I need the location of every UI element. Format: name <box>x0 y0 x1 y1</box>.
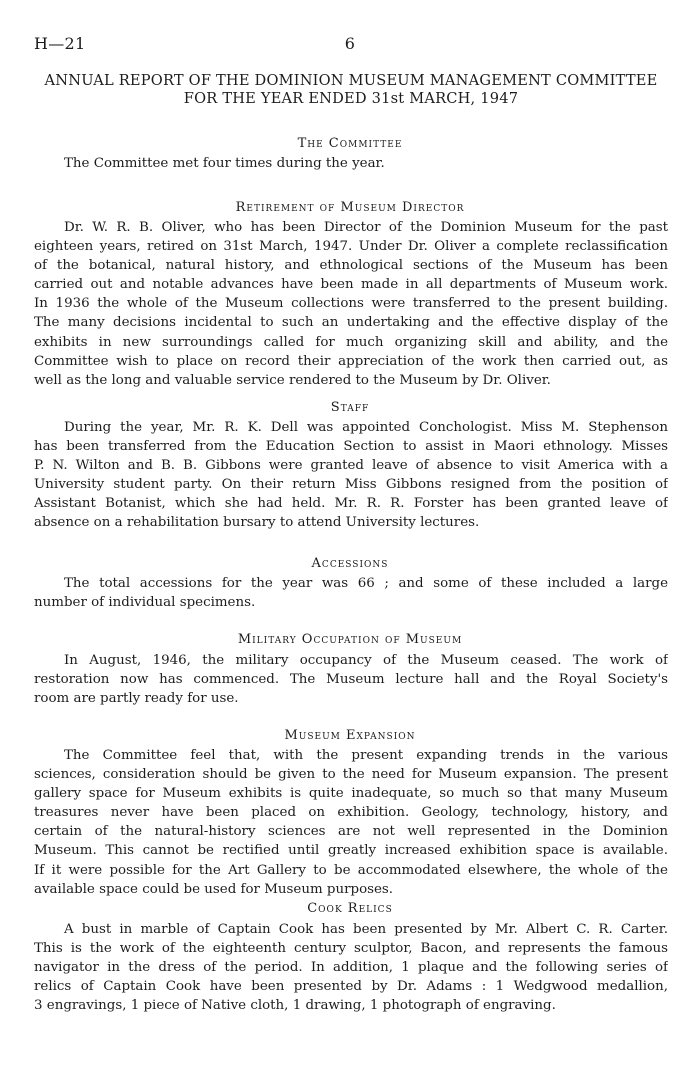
text-line: carried out and notable advances have been made in all departments of Museum work. <box>34 277 668 293</box>
heading-military-occupation: Military Occupation of Museum <box>237 632 463 647</box>
heading-museum-expansion: Museum Expansion <box>284 728 416 743</box>
text-line: The many decisions incidental to such an undertaking and the effective display of the <box>34 315 668 331</box>
text-line: gallery space for Museum exhibits is quite inadequate, so much so that many Museum <box>34 786 668 802</box>
paragraph-retirement <box>34 218 668 390</box>
text-line: certain of the natural-history sciences are not well represented in the Dominion <box>34 824 668 840</box>
report-title <box>30 72 672 108</box>
text-line: Assistant Botanist, which she had held. Mr. R. R. Forster has been granted leave of <box>34 496 668 512</box>
paragraph-museum-expansion <box>34 746 668 899</box>
report-title-line-2: FOR THE YEAR ENDED 31st MARCH, 1947 <box>183 90 519 107</box>
document-code: H—21 <box>34 34 86 53</box>
text-line: number of individual specimens. <box>34 595 256 611</box>
text-line: relics of Captain Cook have been presented by Dr. Adams : 1 Wedgwood medallion, <box>34 979 668 995</box>
text-line: In 1936 the whole of the Museum collections were transferred to the present building. <box>34 296 668 312</box>
text-line: Museum. This cannot be rectified until greatly increased exhibition space is available. <box>34 843 668 859</box>
text-line: This is the work of the eighteenth century sculptor, Bacon, and represents the famous <box>34 941 668 957</box>
text-line: The Committee met four times during the year. <box>64 156 385 171</box>
heading-cook-relics: Cook Relics <box>307 901 393 916</box>
text-line: The total accessions for the year was 66 ; and some of these included a large <box>64 576 668 591</box>
page-number: 6 <box>344 34 356 53</box>
paragraph-accessions <box>34 574 668 612</box>
text-line: If it were possible for the Art Gallery to be accommodated elsewhere, the whole of the <box>34 862 668 878</box>
text-line: During the year, Mr. R. K. Dell was appointed Conchologist. Miss M. Stephenson <box>64 420 668 435</box>
text-line: navigator in the dress of the period. In addition, 1 plaque and the following series of <box>34 960 668 976</box>
text-line: A bust in marble of Captain Cook has been presented by Mr. Albert C. R. Carter. <box>64 922 668 937</box>
text-line: restoration now has commenced. The Museum lecture hall and the Royal Society's <box>34 672 668 688</box>
paragraph-military-occupation <box>34 651 668 708</box>
text-line: well as the long and valuable service rendered to the Museum by Dr. Oliver. <box>34 372 551 388</box>
report-title-line-1: ANNUAL REPORT OF THE DOMINION MUSEUM MANAGEMENT COMMITTEE <box>44 72 658 89</box>
paragraph-staff <box>34 418 668 533</box>
text-line: of the botanical, natural history, and ethnological sections of the Museum has been <box>34 258 668 274</box>
paragraph-cook-relics <box>34 920 668 1015</box>
text-line: treasures never have been placed on exhibition. Geology, technology, history, and <box>34 805 668 821</box>
text-line: absence on a rehabilitation bursary to attend University lectures. <box>34 515 480 531</box>
text-line: has been transferred from the Education Section to assist in Maori ethnology. Misses <box>34 439 668 455</box>
text-line: exhibits in new surroundings called for much organizing skill and ability, and the <box>34 334 668 350</box>
text-line: Committee wish to place on record their appreciation of the work then carried out, as <box>34 353 668 369</box>
heading-staff: Staff <box>330 400 370 415</box>
heading-accessions: Accessions <box>311 556 389 571</box>
heading-the-committee: The Committee <box>297 136 403 151</box>
text-line: 3 engravings, 1 piece of Native cloth, 1 drawing, 1 photograph of engraving. <box>34 998 556 1014</box>
text-line: The Committee feel that, with the present expanding trends in the various <box>64 748 668 763</box>
text-line: room are partly ready for use. <box>34 691 239 707</box>
text-line: P. N. Wilton and B. B. Gibbons were granted leave of absence to visit America with a <box>34 458 668 474</box>
text-line: University student party. On their return Miss Gibbons resigned from the position of <box>34 477 668 493</box>
text-line: available space could be used for Museum purposes. <box>34 881 394 897</box>
text-line: sciences, consideration should be given to the need for Museum expansion. The present <box>34 767 668 783</box>
text-line: Dr. W. R. B. Oliver, who has been Director of the Dominion Museum for the past <box>64 220 668 235</box>
text-line: In August, 1946, the military occupancy of the Museum ceased. The work of <box>64 653 668 668</box>
paragraph-the-committee <box>34 154 668 173</box>
text-line: eighteen years, retired on 31st March, 1947. Under Dr. Oliver a complete reclassification <box>34 239 668 255</box>
heading-retirement-of-museum-director: Retirement of Museum Director <box>235 200 465 215</box>
